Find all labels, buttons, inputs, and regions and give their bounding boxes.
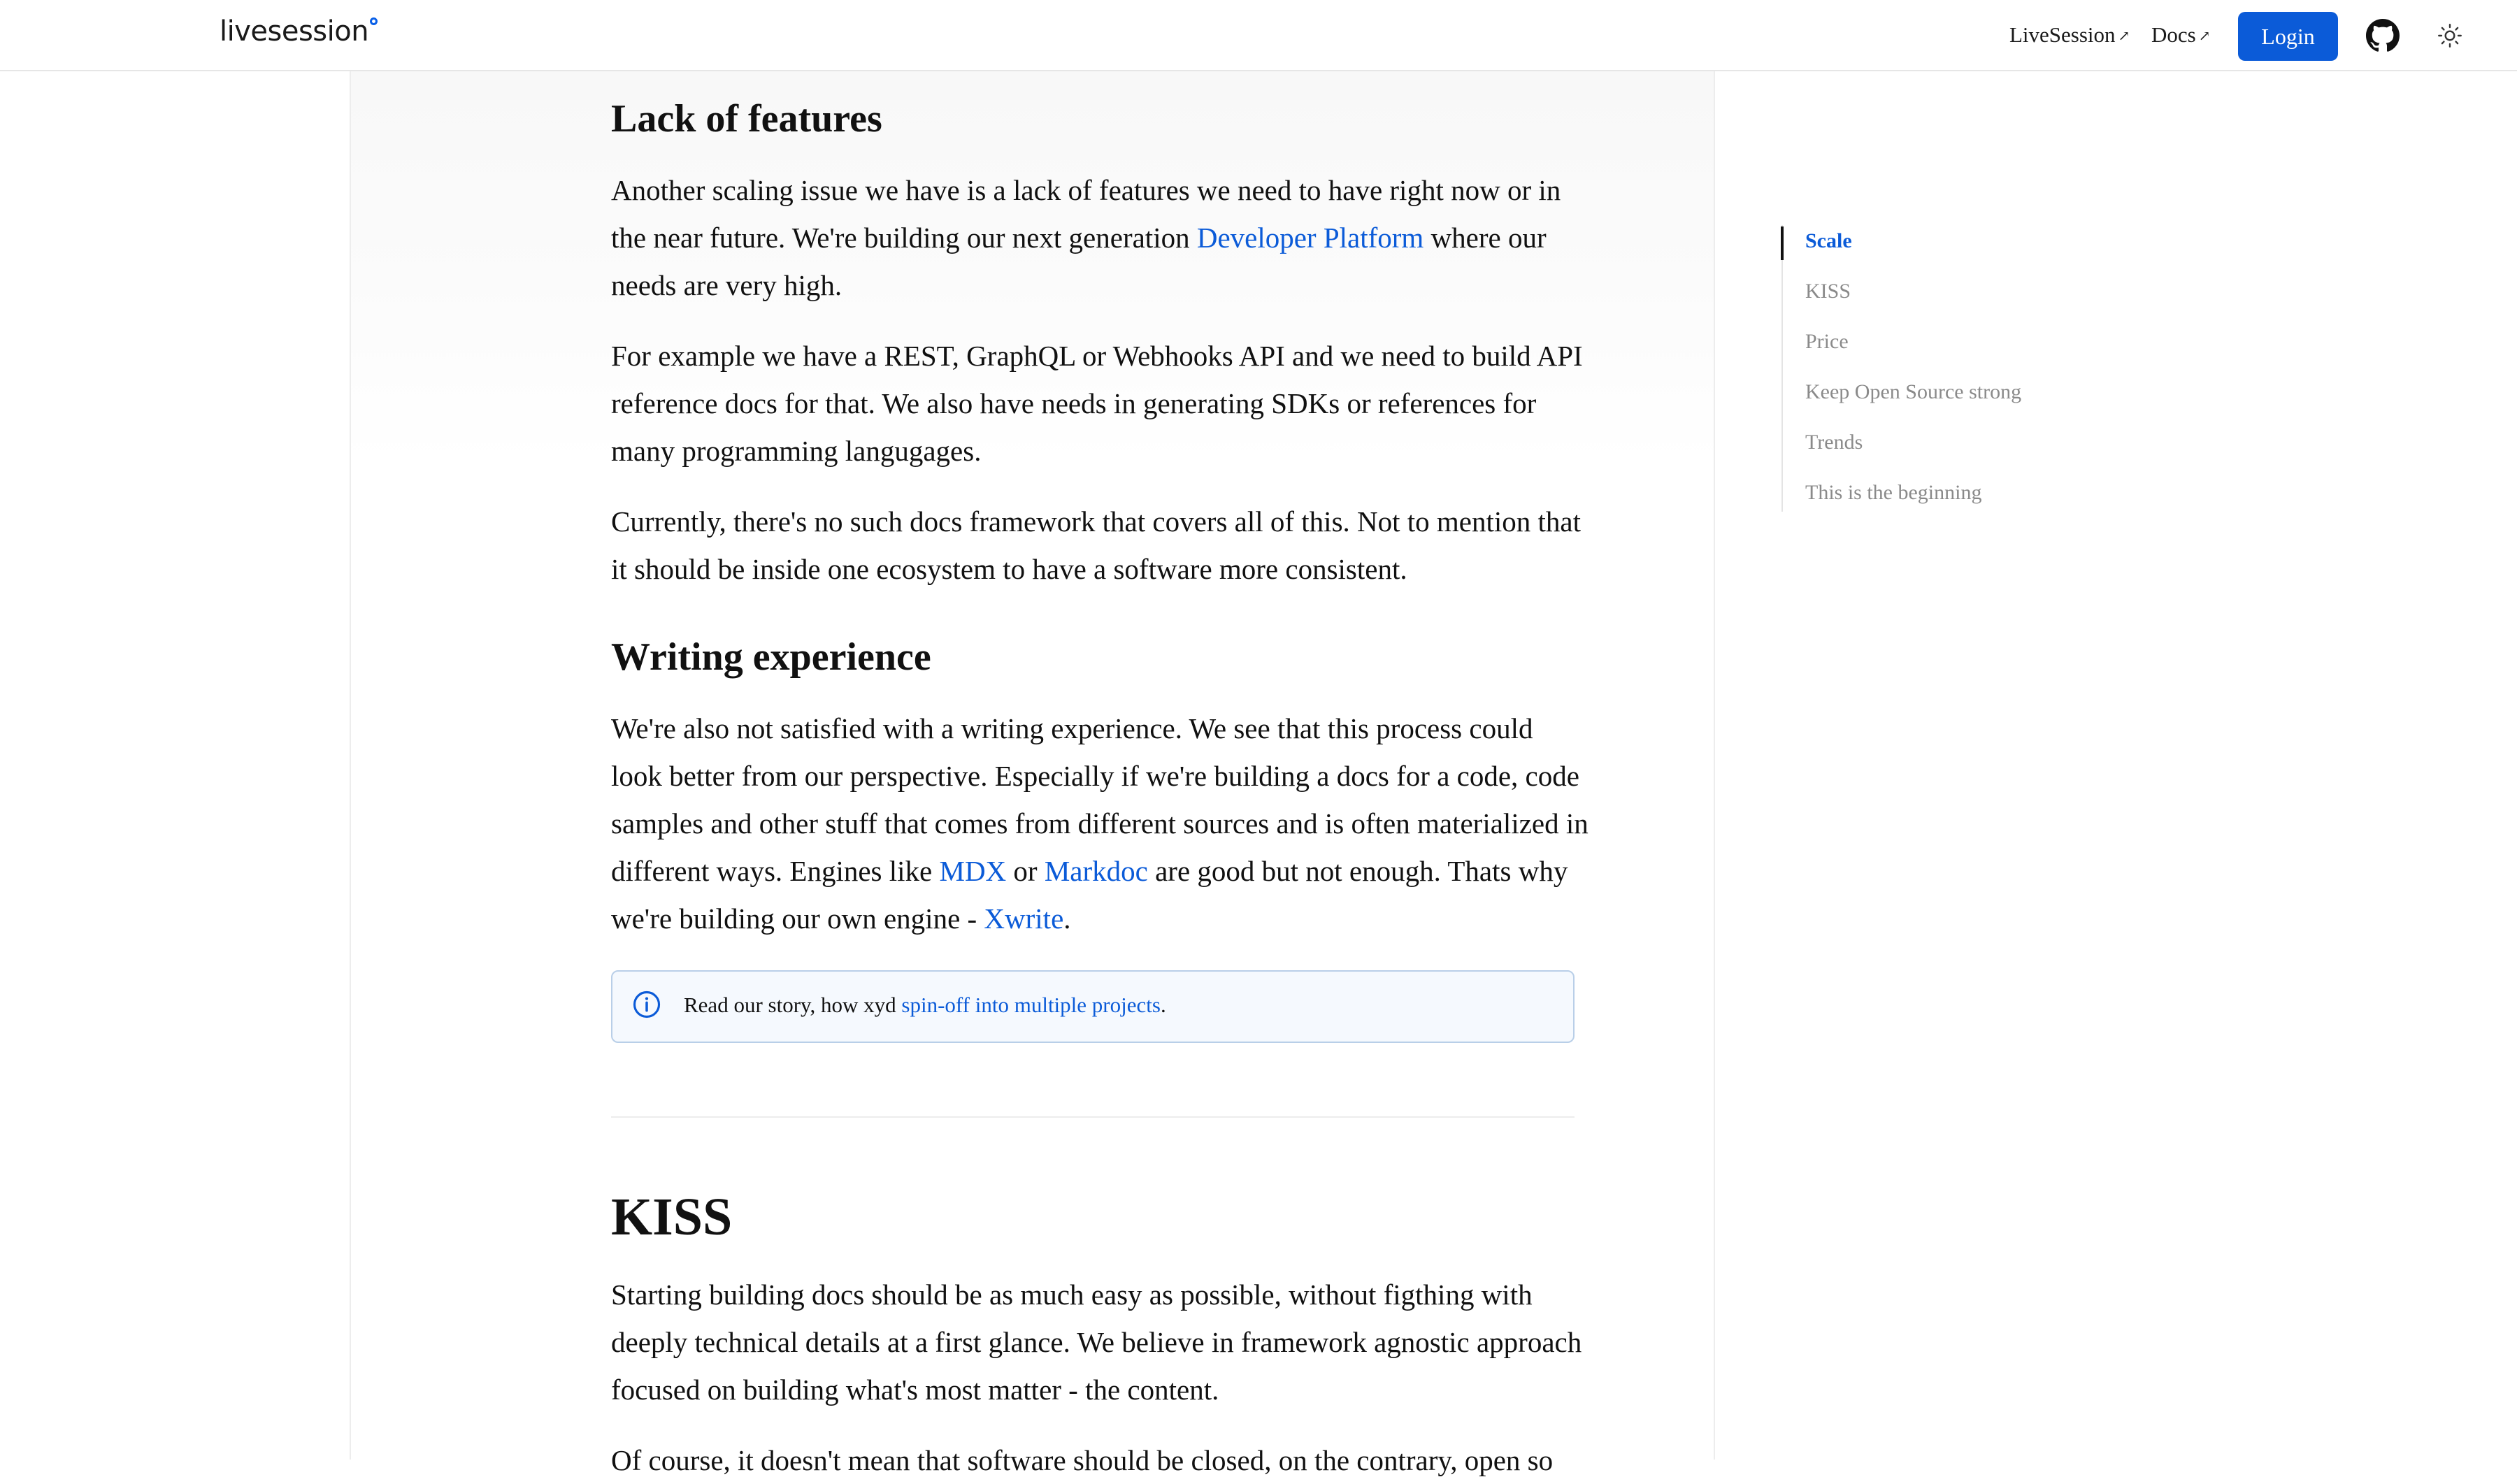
- info-icon: [632, 990, 661, 1019]
- heading-kiss: KISS: [611, 1188, 733, 1246]
- heading-writing-experience: Writing experience: [611, 635, 931, 679]
- text-span: Read our story, how xyd: [684, 993, 902, 1017]
- toc-item-this-is-the-beginning[interactable]: This is the beginning: [1805, 481, 1982, 504]
- link-mdx[interactable]: MDX: [939, 855, 1007, 887]
- text-span: or: [1006, 855, 1045, 887]
- nav-link-label: Docs: [2151, 22, 2196, 47]
- link-developer-platform[interactable]: Developer Platform: [1196, 222, 1424, 254]
- toc-item-price[interactable]: Price: [1805, 330, 1849, 353]
- paragraph-writing: [611, 705, 1590, 942]
- section-divider: [611, 1116, 1575, 1118]
- paragraph-lack-1: [611, 166, 1590, 309]
- text-span: .: [1063, 902, 1071, 935]
- callout-text: [684, 993, 1166, 1018]
- sun-icon[interactable]: [2437, 23, 2462, 48]
- toc-item-scale[interactable]: Scale: [1805, 229, 1852, 252]
- top-header: [0, 0, 2517, 71]
- info-callout: [611, 970, 1575, 1043]
- text-span: Another scaling issue we have is a lack of features we need to have right now or in the near future. We're building our next generation: [611, 174, 1561, 254]
- paragraph-lack-3: Currently, there's no such docs framework that covers all of this. Not to mention that it should be inside one ecosystem to have a software more consistent.: [611, 505, 1582, 585]
- external-arrow-icon: ↗: [2118, 29, 2130, 44]
- link-markdoc[interactable]: Markdoc: [1044, 855, 1148, 887]
- paragraph-kiss-2: Of course, it doesn't mean that software should be closed, on the contrary, open so: [611, 1444, 1554, 1476]
- toc-active-indicator: [1781, 226, 1784, 260]
- toc-item-trends[interactable]: Trends: [1805, 431, 1863, 454]
- nav-link-label: LiveSession: [2009, 22, 2116, 47]
- github-icon[interactable]: [2366, 19, 2400, 52]
- text-span: .: [1160, 993, 1166, 1017]
- nav-link-livesession[interactable]: [2009, 22, 2130, 48]
- paragraph-lack-2: For example we have a REST, GraphQL or Webhooks API and we need to build API reference docs for that. We also have needs in generating SDKs or references for many programming langugages.: [611, 340, 1583, 467]
- link-spin-off[interactable]: spin-off into multiple projects: [901, 993, 1161, 1017]
- text-span: We're also not satisfied with a writing experience. We see that this process could look better from our perspective. Especially if we're building a docs for a code, code samples and other stuff that comes from different sources and is often materialized in different ways. Engines like: [611, 712, 1589, 887]
- logo-text: livesession: [220, 15, 369, 48]
- nav-link-docs[interactable]: [2151, 22, 2210, 48]
- external-arrow-icon: ↗: [2198, 29, 2211, 44]
- toc-item-kiss[interactable]: KISS: [1805, 280, 1851, 303]
- login-button[interactable]: Login: [2238, 12, 2338, 61]
- toc-item-keep-open-source-strong[interactable]: Keep Open Source strong: [1805, 380, 2022, 403]
- logo-dot-icon: [370, 17, 378, 25]
- link-xwrite[interactable]: Xwrite: [984, 902, 1064, 935]
- heading-lack-of-features: Lack of features: [611, 97, 882, 141]
- livesession-logo[interactable]: [220, 15, 376, 48]
- table-of-contents: [1781, 225, 2145, 512]
- text-span: are good but not enough. Thats why we're building our own engine -: [611, 855, 1568, 935]
- text-span: where our needs are very high.: [611, 222, 1547, 301]
- paragraph-kiss-1: Starting building docs should be as much easy as possible, without figthing with deeply technical details at a first glance. We believe in framework agnostic approach focused on building what's most matter - the content.: [611, 1278, 1582, 1406]
